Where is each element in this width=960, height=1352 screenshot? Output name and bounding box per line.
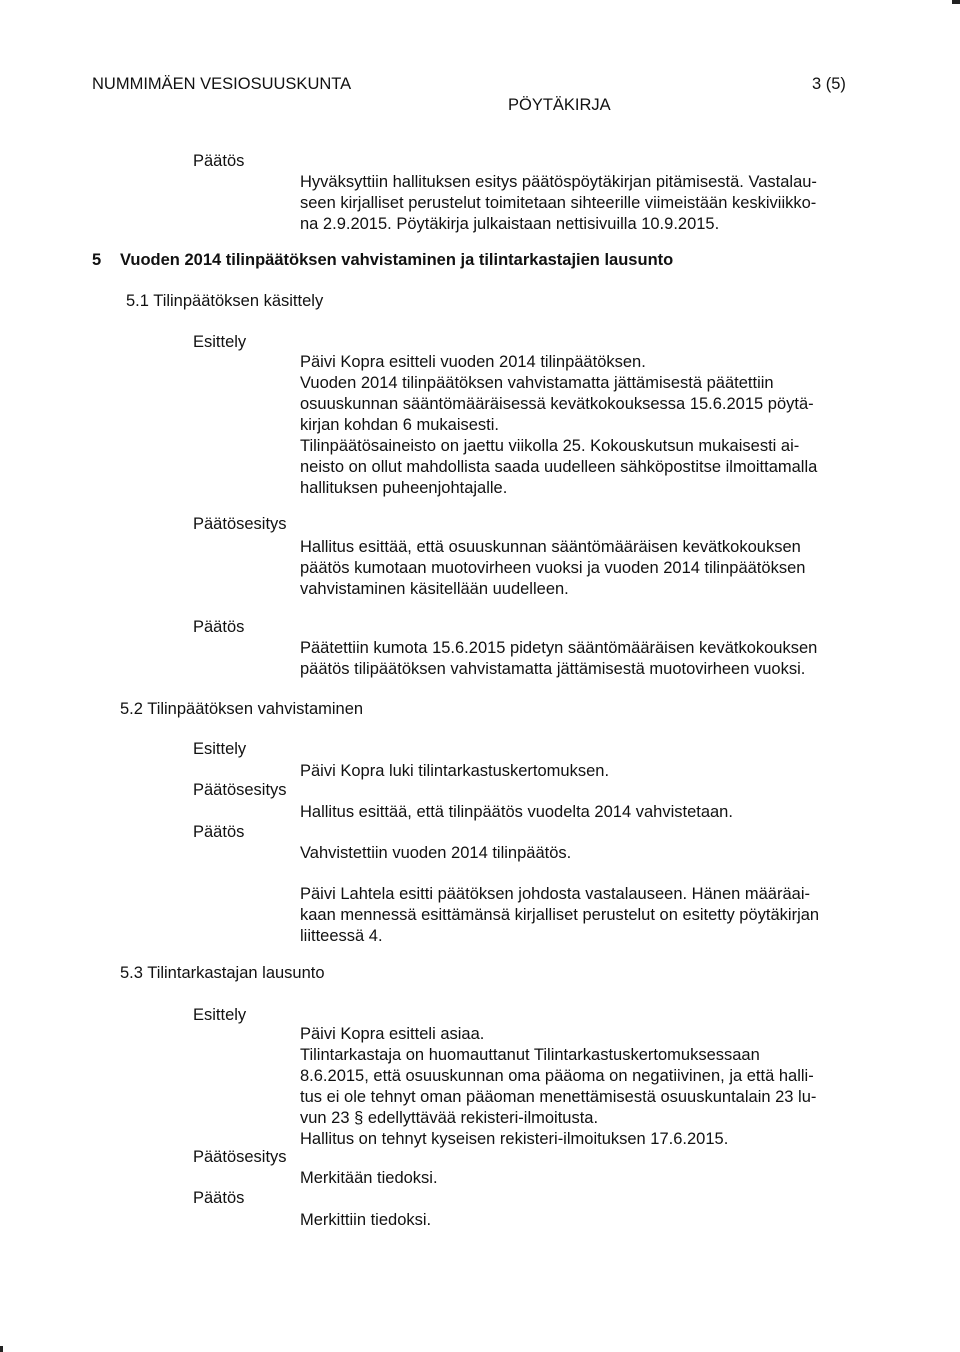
- s53-esitys-label: Päätösesitys: [193, 1148, 287, 1166]
- text-line: Päivi Kopra esitteli asiaa.: [300, 1025, 485, 1043]
- text-line: Päätettiin kumota 15.6.2015 pidetyn sääntömääräisen kevätkokouksen: [300, 639, 818, 657]
- page-number: 3 (5): [812, 75, 846, 93]
- s51-esitys-text: [300, 537, 890, 600]
- subsection-5-2-title: 5.2 Tilinpäätöksen vahvistaminen: [120, 700, 364, 718]
- s51-esittely-label: Esittely: [193, 333, 247, 351]
- s52-esittely-label: Esittely: [193, 740, 247, 758]
- s53-esitys-text: Merkitään tiedoksi.: [300, 1169, 438, 1187]
- section-5-title: Vuoden 2014 tilinpäätöksen vahvistaminen ja tilintarkastajien lausunto: [120, 251, 674, 269]
- text-line: Hallitus esittää, että osuuskunnan sääntömääräisen kevätkokouksen: [300, 538, 801, 556]
- text-line: liitteessä 4.: [300, 927, 383, 945]
- text-line: osuuskunnan sääntömääräisessä kevätkokouksessa 15.6.2015 pöytä-: [300, 395, 814, 413]
- s52-esitys-text: Hallitus esittää, että tilinpäätös vuodelta 2014 vahvistetaan.: [300, 803, 733, 821]
- s51-esitys-label: Päätösesitys: [193, 515, 287, 533]
- s52-esittely-text: Päivi Kopra luki tilintarkastuskertomuksen.: [300, 762, 610, 780]
- top-paatos-text: [300, 172, 890, 235]
- s51-esittely-text: [300, 352, 890, 499]
- section-5-number: 5: [92, 251, 102, 269]
- text-line: 8.6.2015, että osuuskunnan oma pääoma on negatiivinen, ja että halli-: [300, 1067, 814, 1085]
- top-paatos-label: Päätös: [193, 152, 245, 170]
- s53-esittely-label: Esittely: [193, 1006, 247, 1024]
- document-type: PÖYTÄKIRJA: [508, 96, 611, 114]
- scan-mark: [0, 1346, 3, 1352]
- text-line: seen kirjalliset perustelut toimitetaan sihteerille viimeistään keskiviikko-: [300, 194, 817, 212]
- text-line: Tilinpäätösaineisto on jaettu viikolla 25. Kokouskutsun mukaisesti ai-: [300, 437, 800, 455]
- text-line: Hallitus on tehnyt kyseisen rekisteri-ilmoituksen 17.6.2015.: [300, 1130, 729, 1148]
- s53-paatos-text: Merkittiin tiedoksi.: [300, 1211, 432, 1229]
- s52-paatos-label: Päätös: [193, 823, 245, 841]
- subsection-5-1-title: 5.1 Tilinpäätöksen käsittely: [126, 292, 324, 310]
- s53-esittely-text: [300, 1024, 890, 1150]
- text-line: päätös tilipäätöksen vahvistamatta jättämisestä muotovirheen vuoksi.: [300, 660, 806, 678]
- s52-esitys-label: Päätösesitys: [193, 781, 287, 799]
- text-line: päätös kumotaan muotovirheen vuoksi ja vuoden 2014 tilinpäätöksen: [300, 559, 806, 577]
- text-line: kaan mennessä esittämänsä kirjalliset perustelut on esitetty pöytäkirjan: [300, 906, 820, 924]
- text-line: Päivi Lahtela esitti päätöksen johdosta vastalauseen. Hänen määräai-: [300, 885, 810, 903]
- s51-paatos-text: [300, 638, 890, 680]
- text-line: neisto on ollut mahdollista saada uudelleen sähköpostitse ilmoittamalla: [300, 458, 818, 476]
- subsection-5-3-title: 5.3 Tilintarkastajan lausunto: [120, 964, 325, 982]
- text-line: vahvistaminen käsitellään uudelleen.: [300, 580, 569, 598]
- text-line: hallituksen puheenjohtajalle.: [300, 479, 508, 497]
- text-line: Hyväksyttiin hallituksen esitys päätöspöytäkirjan pitämisestä. Vastalau-: [300, 173, 817, 191]
- text-line: Tilintarkastaja on huomauttanut Tilintarkastuskertomuksessaan: [300, 1046, 760, 1064]
- text-line: Vuoden 2014 tilinpäätöksen vahvistamatta jättämisestä päätettiin: [300, 374, 774, 392]
- s53-paatos-label: Päätös: [193, 1189, 245, 1207]
- text-line: vun 23 § edellyttävää rekisteri-ilmoitusta.: [300, 1109, 599, 1127]
- text-line: na 2.9.2015. Pöytäkirja julkaistaan nettisivuilla 10.9.2015.: [300, 215, 720, 233]
- s52-paatos-text: Vahvistettiin vuoden 2014 tilinpäätös.: [300, 844, 572, 862]
- text-line: kirjan kohdan 6 mukaisesti.: [300, 416, 500, 434]
- text-line: tus ei ole tehnyt oman pääoman menettämisestä osuuskuntalain 23 lu-: [300, 1088, 817, 1106]
- scan-mark: [952, 0, 960, 4]
- text-line: Päivi Kopra esitteli vuoden 2014 tilinpäätöksen.: [300, 353, 646, 371]
- s51-paatos-label: Päätös: [193, 618, 245, 636]
- organization-name: NUMMIMÄEN VESIOSUUSKUNTA: [92, 75, 352, 93]
- s52-note-text: [300, 884, 890, 947]
